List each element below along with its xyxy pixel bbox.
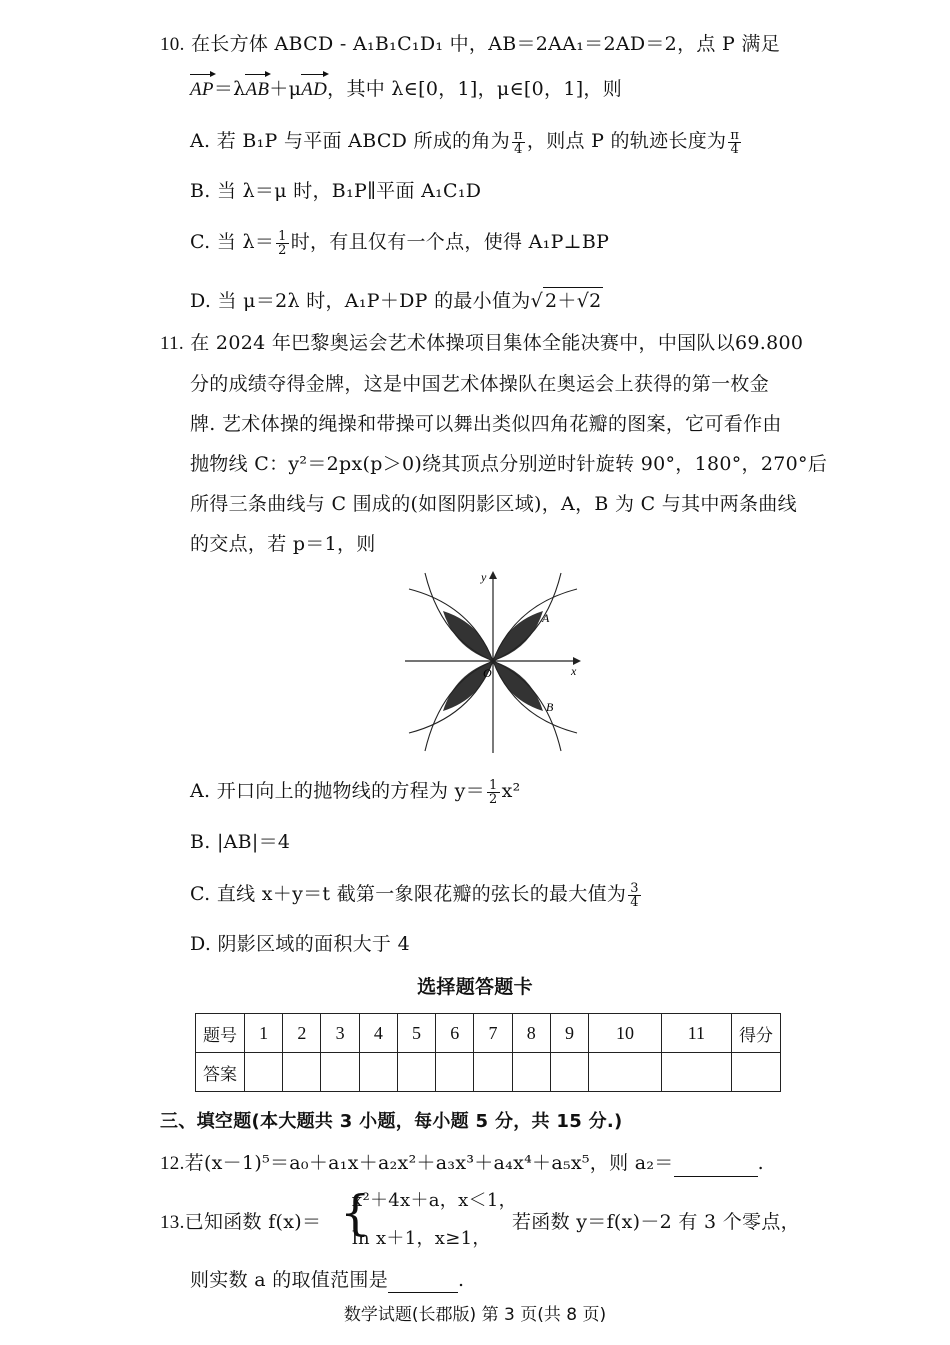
- q11-option-a-tail: x²: [501, 780, 521, 802]
- label-origin: O: [483, 666, 492, 680]
- q10-stem-text: 在长方体 ABCD - A₁B₁C₁D₁ 中，AB＝2AA₁＝2AD＝2，点 P 满足: [191, 33, 781, 55]
- q10-option-c: [190, 229, 609, 257]
- q-number-cell: 1: [245, 1014, 283, 1053]
- vector-ap: AP: [190, 77, 214, 103]
- answer-cell[interactable]: [436, 1053, 474, 1092]
- frac-num: 1: [488, 777, 498, 793]
- y-axis-arrow-icon: [489, 571, 497, 579]
- frac-den: 2: [488, 791, 498, 807]
- label-point-a: A: [542, 611, 550, 625]
- answer-cell[interactable]: [661, 1053, 731, 1092]
- q12-number: 12.: [160, 1153, 185, 1174]
- q10-option-a: [190, 128, 743, 156]
- q11-option-a: [190, 778, 521, 806]
- q-number-cell: 6: [436, 1014, 474, 1053]
- q10-option-c-tail: 时，有且仅有一个点，使得 A₁P⊥BP: [290, 231, 610, 253]
- row-label-question-number: 题号: [196, 1014, 245, 1053]
- q-number-cell: 2: [283, 1014, 321, 1053]
- q10-option-d-pre: D. 当 μ＝2λ 时，A₁P＋DP 的最小值为: [190, 290, 531, 312]
- frac-den: 4: [514, 141, 523, 157]
- q10-option-a-pre: A. 若 B₁P 与平面 ABCD 所成的角为: [190, 130, 511, 152]
- q11-line4: 抛物线 C：y²＝2px(p＞0)绕其顶点分别逆时针旋转 90°，180°，270°后: [190, 453, 828, 475]
- q13-line1-pre: [160, 1209, 321, 1236]
- q-number-cell: 8: [512, 1014, 550, 1053]
- q12-end: .: [757, 1152, 764, 1174]
- q13-line2-text: 则实数 a 的取值范围是: [190, 1269, 389, 1291]
- q13-end: .: [458, 1269, 465, 1291]
- answer-card-row-answers: [196, 1053, 781, 1092]
- q-number-cell: 7: [474, 1014, 512, 1053]
- q11-option-a-pre: A. 开口向上的抛物线的方程为 y＝: [190, 780, 485, 802]
- q-number-cell: 5: [397, 1014, 435, 1053]
- answer-cell[interactable]: [550, 1053, 588, 1092]
- answer-card-row-numbers: [196, 1014, 781, 1053]
- q10-option-c-pre: C. 当 λ＝: [190, 231, 275, 253]
- answer-cell[interactable]: [589, 1053, 662, 1092]
- label-y: y: [481, 570, 487, 584]
- q10-number: 10.: [160, 34, 185, 55]
- fraction-one-half: [276, 230, 289, 257]
- label-point-b: B: [546, 700, 554, 714]
- answer-cell[interactable]: [397, 1053, 435, 1092]
- q10-option-d-radicand: 2＋√2: [543, 287, 603, 314]
- q11-line5: 所得三条曲线与 C 围成的(如图阴影区域)，A，B 为 C 与其中两条曲线: [190, 493, 797, 515]
- q13-answer-blank[interactable]: [388, 1274, 458, 1293]
- q-number-cell: 4: [359, 1014, 397, 1053]
- q11-line1: [160, 330, 803, 357]
- q10-stem-line2: [190, 76, 622, 103]
- q13-case2: ln x＋1，x≥1，: [352, 1228, 491, 1249]
- frac-den: 4: [730, 141, 740, 157]
- q10-eq-lambda: ＝λ: [213, 78, 246, 100]
- petal-quadrant-2: [443, 611, 493, 661]
- q11-option-c: [190, 881, 643, 909]
- q13-number: 13.: [160, 1212, 185, 1233]
- page-footer: 数学试题(长郡版) 第 3 页(共 8 页): [343, 1305, 607, 1325]
- q11-line3: 牌. 艺术体操的绳操和带操可以舞出类似四角花瓣的图案，它可看作由: [190, 413, 782, 435]
- q11-number: 11.: [160, 333, 184, 354]
- q12-answer-blank[interactable]: [674, 1158, 758, 1177]
- section3-heading: 三、填空题(本大题共 3 小题，每小题 5 分，共 15 分.): [160, 1111, 623, 1132]
- fraction-pi-over-4: [512, 129, 525, 156]
- q11-line2: 分的成绩夺得金牌，这是中国艺术体操队在奥运会上获得的第一枚金: [190, 373, 770, 395]
- frac-num: π: [514, 127, 523, 143]
- q10-option-a-mid: ，则点 P 的轨迹长度为: [526, 130, 727, 152]
- q-number-cell: 3: [321, 1014, 359, 1053]
- answer-cell[interactable]: [512, 1053, 550, 1092]
- q10-option-d: [190, 287, 603, 314]
- score-label: 得分: [732, 1014, 781, 1053]
- sqrt-symbol: √: [530, 290, 543, 312]
- fraction-one-half-b: [487, 779, 500, 806]
- q13-line2: [190, 1267, 464, 1293]
- answer-cell[interactable]: [474, 1053, 512, 1092]
- petal-quadrant-1: [493, 611, 543, 661]
- piecewise-brace: {: [340, 1185, 371, 1241]
- frac-num: 1: [278, 228, 287, 244]
- fraction-three-quarters: [628, 882, 641, 909]
- q10-plus-mu: ＋μ: [269, 78, 302, 100]
- q11-option-d: D. 阴影区域的面积大于 4: [190, 933, 410, 955]
- q12-text: 若(x－1)⁵＝a₀＋a₁x＋a₂x²＋a₃x³＋a₄x⁴＋a₅x⁵，则 a₂＝: [184, 1152, 674, 1174]
- row-label-answer: 答案: [196, 1053, 245, 1092]
- frac-den: 4: [630, 894, 639, 910]
- vector-ab: AB: [245, 77, 269, 103]
- q12-line: [160, 1150, 764, 1177]
- petal-figure: [405, 565, 585, 755]
- frac-num: 3: [630, 880, 639, 896]
- frac-den: 2: [278, 242, 287, 258]
- answer-card-table: [195, 1013, 781, 1092]
- label-x: x: [571, 664, 577, 678]
- q13-case1: x²＋4x＋a，x＜1，: [352, 1190, 517, 1211]
- q13-pre: 已知函数 f(x)＝: [184, 1211, 322, 1233]
- q10-option-b: B. 当 λ＝μ 时，B₁P∥平面 A₁C₁D: [190, 180, 482, 202]
- q11-option-c-pre: C. 直线 x＋y＝t 截第一象限花瓣的弦长的最大值为: [190, 883, 627, 905]
- vector-ad: AD: [301, 77, 327, 103]
- frac-num: π: [730, 127, 740, 143]
- q11-line1-text: 在 2024 年巴黎奥运会艺术体操项目集体全能决赛中，中国队以69.800: [190, 332, 804, 354]
- q11-line6: 的交点，若 p＝1，则: [190, 533, 376, 555]
- fraction-pi-over-4-b: [728, 129, 741, 156]
- answer-card-title: 选择题答题卡: [417, 976, 533, 998]
- q10-stem-line1: [160, 31, 780, 58]
- q-number-cell: 9: [550, 1014, 588, 1053]
- answer-cell[interactable]: [283, 1053, 321, 1092]
- petal-quadrant-4: [493, 661, 543, 711]
- answer-cell[interactable]: [321, 1053, 359, 1092]
- q-number-cell: 10: [589, 1014, 662, 1053]
- answer-cell[interactable]: [245, 1053, 283, 1092]
- q11-option-b: B. |AB|＝4: [190, 831, 291, 853]
- q13-mid: 若函数 y＝f(x)－2 有 3 个零点，: [512, 1211, 800, 1233]
- q-number-cell: 11: [661, 1014, 731, 1053]
- answer-cell[interactable]: [359, 1053, 397, 1092]
- score-cell[interactable]: [732, 1053, 781, 1092]
- q10-stem-tail: ，其中 λ∈[0，1]，μ∈[0，1]，则: [327, 78, 623, 100]
